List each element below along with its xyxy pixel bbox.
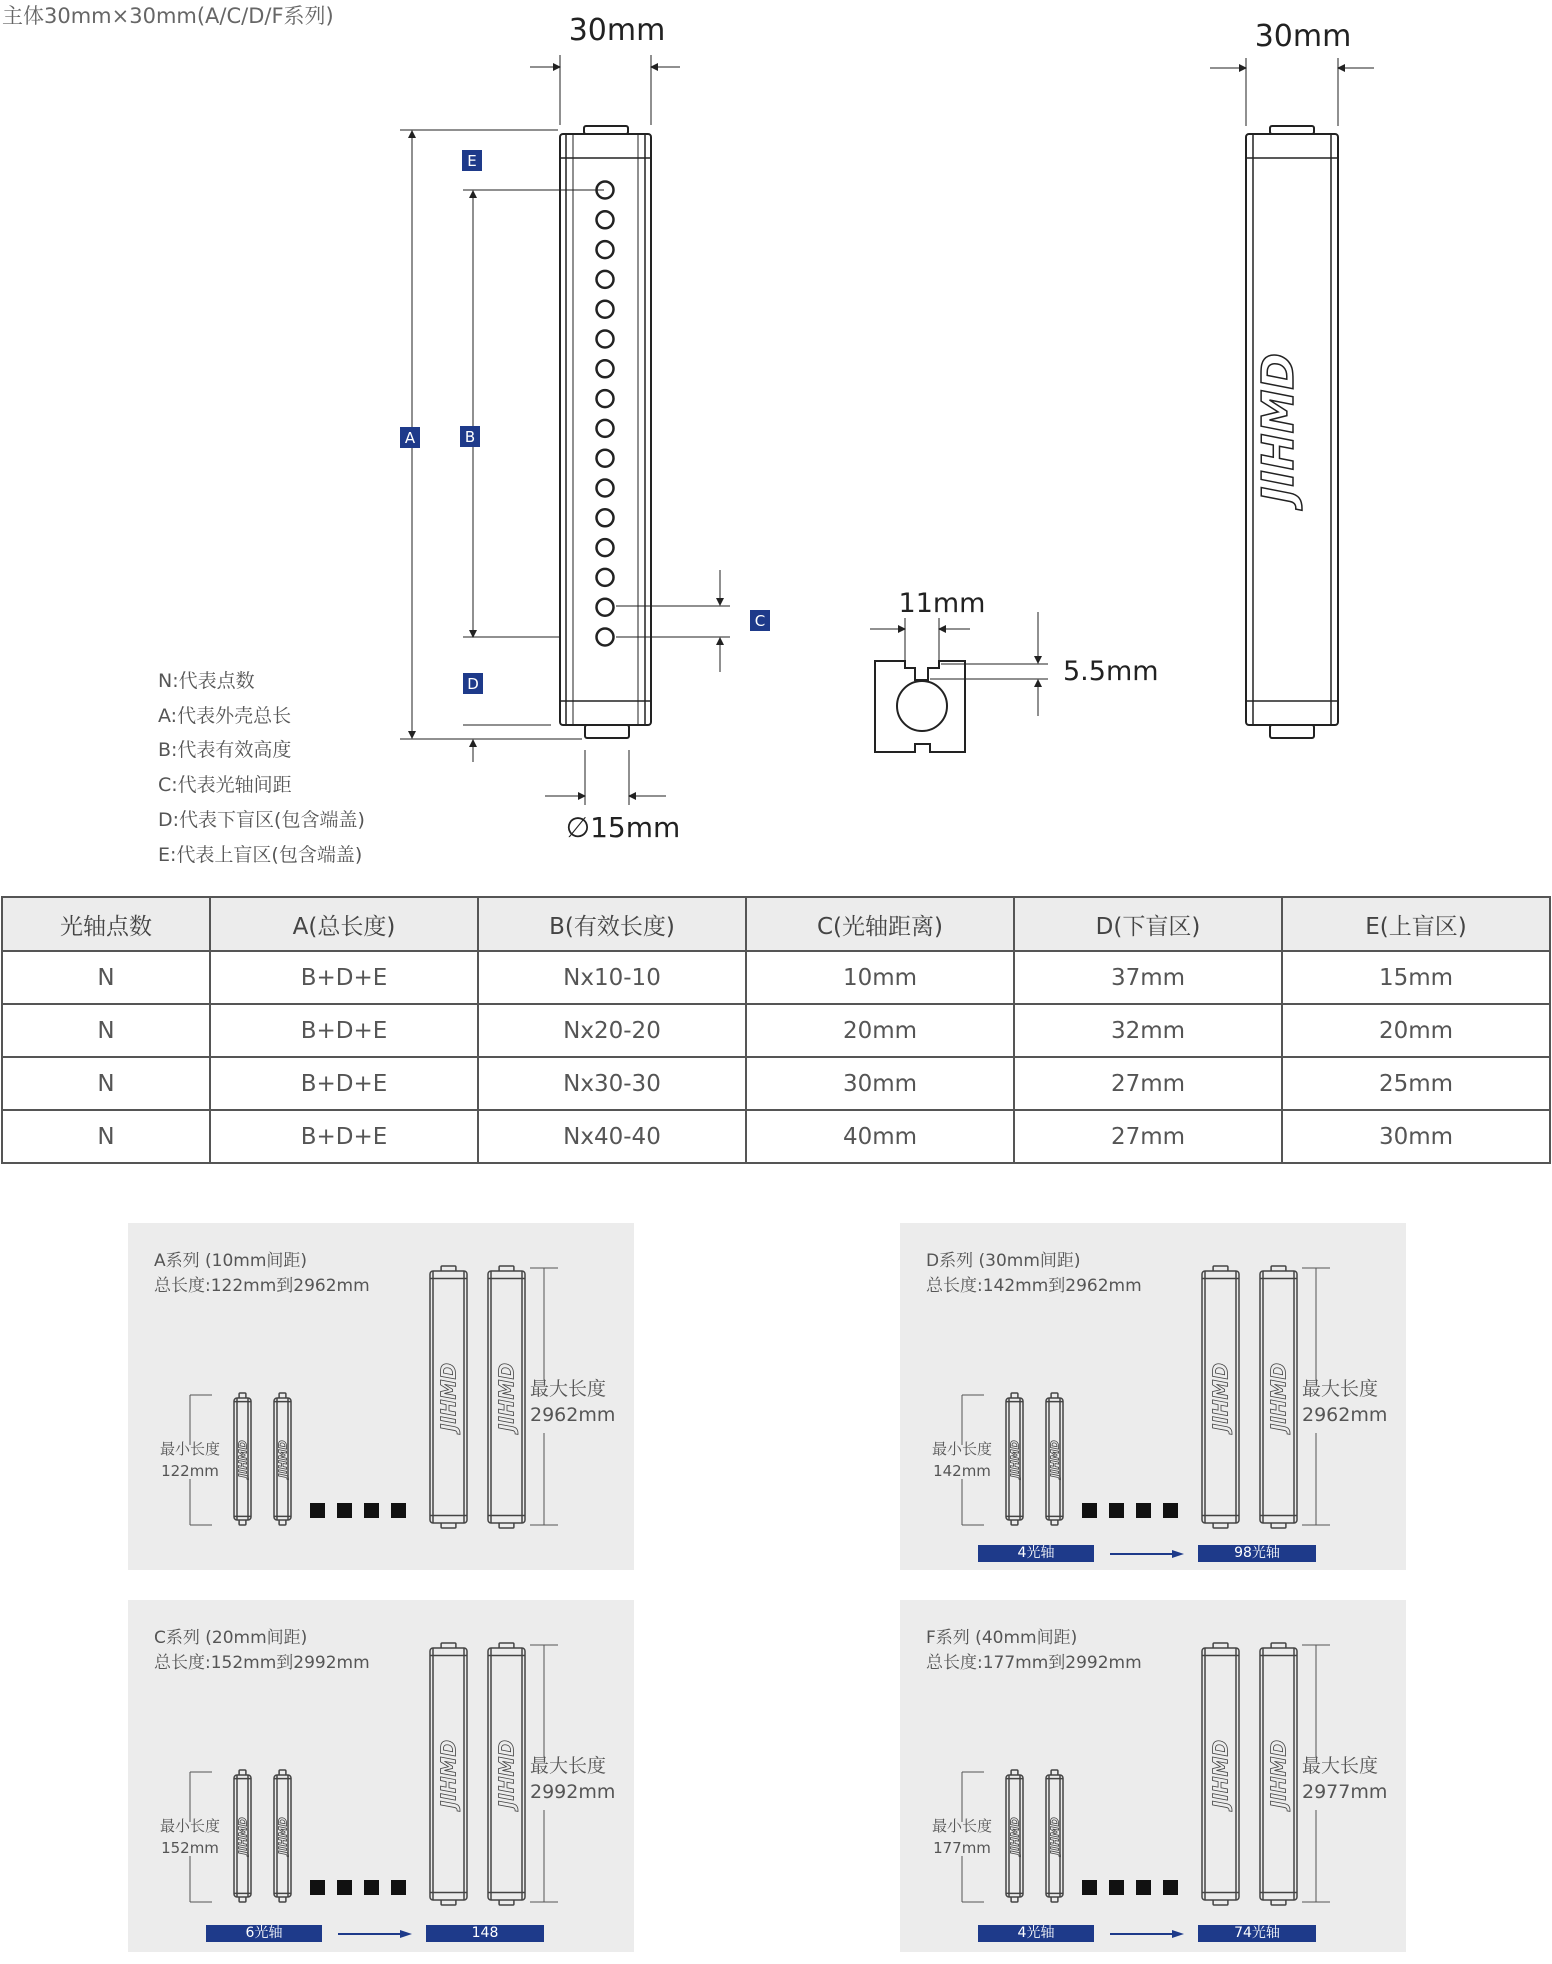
light-hole: [597, 211, 614, 228]
brand-logo: JIHMD: [1008, 1440, 1022, 1478]
cross-section: [875, 661, 965, 752]
panel-c-series: [128, 1600, 634, 1952]
light-hole: [597, 599, 614, 616]
table-row: [2, 951, 1550, 1004]
light-holes: [597, 182, 614, 646]
panel-d-series: [900, 1223, 1406, 1570]
th-b: B(有效长度): [478, 897, 746, 951]
light-hole: [597, 301, 614, 318]
table-cell: B+D+E: [210, 1110, 478, 1163]
light-hole: [597, 390, 614, 407]
brand-logo: JIHMD: [494, 1739, 519, 1809]
points-min-bar: 6光轴: [206, 1925, 322, 1942]
side-dimensions: [1210, 58, 1374, 126]
label-d: D: [467, 675, 479, 693]
table-cell: 30mm: [746, 1057, 1014, 1110]
sensor-bar: [488, 1643, 525, 1905]
legend-d: D:代表下盲区(包含端盖): [158, 808, 365, 831]
sensor-bar: [1202, 1266, 1239, 1528]
sensor-bar: [1260, 1266, 1297, 1528]
max-length-label: 最大长度 2962mm: [530, 1378, 616, 1426]
connector-diameter-label: ∅15mm: [565, 811, 681, 844]
label-c: C: [754, 612, 766, 630]
legend-c: C:代表光轴间距: [158, 774, 292, 797]
table-cell: N: [2, 951, 210, 1004]
table-cell: Nx20-20: [478, 1004, 746, 1057]
slot-width-label: 11mm: [898, 588, 986, 619]
table-cell: 20mm: [746, 1004, 1014, 1057]
brand-logo: JIHMD: [236, 1440, 250, 1478]
light-hole: [597, 360, 614, 377]
arrow-icon: [1110, 1930, 1184, 1938]
sensor-bar: [430, 1266, 467, 1528]
brand-logo: JIHMD: [1208, 1739, 1233, 1809]
label-a: A: [404, 429, 416, 447]
brand-logo: JIHMD: [276, 1440, 290, 1478]
th-a: A(总长度): [210, 897, 478, 951]
front-width-label: 30mm: [568, 13, 666, 48]
points-max-bar: 74光轴: [1198, 1925, 1316, 1942]
light-hole: [597, 420, 614, 437]
light-hole: [597, 509, 614, 526]
th-d: D(下盲区): [1014, 897, 1282, 951]
continuation-dots: [310, 1503, 418, 1522]
slot-depth-label: 5.5mm: [1063, 656, 1159, 687]
table-row: [2, 1110, 1550, 1163]
brand-logo: JIHMD: [276, 1817, 290, 1855]
brand-logo: JIHMD: [1208, 1362, 1233, 1432]
length-range: 总长度:152mm到2992mm: [154, 1653, 370, 1673]
table-cell: N: [2, 1057, 210, 1110]
arrow-icon: [338, 1930, 412, 1938]
label-badge-e: [462, 150, 482, 171]
sensor-bar: [234, 1770, 251, 1902]
sensor-bar: [1046, 1770, 1063, 1902]
series-name: C系列 (20mm间距): [154, 1628, 308, 1648]
label-badge-d: [463, 673, 483, 694]
continuation-dots: [1082, 1880, 1190, 1899]
th-e: E(上盲区): [1282, 897, 1550, 951]
table-cell: 15mm: [1282, 951, 1550, 1004]
min-length-label: 最小长度 152mm: [159, 1817, 220, 1857]
sensor-bar: [1006, 1393, 1023, 1525]
light-hole: [597, 450, 614, 467]
continuation-dots: [1082, 1503, 1190, 1522]
legend-e: E:代表上盲区(包含端盖): [158, 843, 363, 866]
continuation-dots: [310, 1880, 418, 1899]
page-title: 主体30mm×30mm(A/C/D/F系列): [2, 4, 334, 28]
table-cell: N: [2, 1004, 210, 1057]
length-range: 总长度:122mm到2962mm: [154, 1276, 370, 1296]
table-cell: 27mm: [1014, 1110, 1282, 1163]
label-e: E: [467, 152, 477, 170]
length-range: 总长度:142mm到2962mm: [926, 1276, 1142, 1296]
sensor-bar: [274, 1770, 291, 1902]
legend-n: N:代表点数: [158, 670, 255, 692]
table-header-row: [2, 897, 1550, 951]
legend-a: A:代表外壳总长: [158, 704, 292, 727]
spec-table: [1, 896, 1551, 1164]
table-cell: Nx30-30: [478, 1057, 746, 1110]
brand-logo: JIHMD: [1048, 1817, 1062, 1855]
light-hole: [597, 480, 614, 497]
min-length-label: 最小长度 122mm: [159, 1440, 220, 1480]
points-min-bar: 4光轴: [978, 1925, 1094, 1942]
legend: [158, 664, 365, 872]
table-cell: Nx10-10: [478, 951, 746, 1004]
points-max-bar: 98光轴: [1198, 1545, 1316, 1562]
arrow-icon: [1110, 1550, 1184, 1558]
light-hole: [597, 331, 614, 348]
table-cell: 27mm: [1014, 1057, 1282, 1110]
light-hole: [597, 539, 614, 556]
label-badge-a: [400, 427, 420, 448]
brand-logo: JIHMD: [1048, 1440, 1062, 1478]
brand-logo: JIHMD: [236, 1817, 250, 1855]
table-row: [2, 1057, 1550, 1110]
brand-logo: JIHMD: [436, 1739, 461, 1809]
length-range: 总长度:177mm到2992mm: [926, 1653, 1142, 1673]
table-cell: 37mm: [1014, 951, 1282, 1004]
table-row: [2, 1004, 1550, 1057]
table-cell: 20mm: [1282, 1004, 1550, 1057]
brand-logo: JIHMD: [1266, 1362, 1291, 1432]
table-cell: B+D+E: [210, 951, 478, 1004]
th-c: C(光轴距离): [746, 897, 1014, 951]
min-length-label: 最小长度 142mm: [931, 1440, 992, 1480]
table-cell: 32mm: [1014, 1004, 1282, 1057]
light-hole: [597, 241, 614, 258]
table-cell: N: [2, 1110, 210, 1163]
table-cell: B+D+E: [210, 1004, 478, 1057]
table-cell: B+D+E: [210, 1057, 478, 1110]
light-hole: [597, 569, 614, 586]
label-badge-c: [750, 610, 770, 631]
label-b: B: [464, 428, 476, 446]
table-cell: 25mm: [1282, 1057, 1550, 1110]
sensor-bar: [234, 1393, 251, 1525]
label-badge-b: [460, 426, 480, 447]
series-name: F系列 (40mm间距): [926, 1628, 1078, 1648]
series-name: D系列 (30mm间距): [926, 1251, 1081, 1271]
table-cell: 10mm: [746, 951, 1014, 1004]
sensor-bar: [488, 1266, 525, 1528]
brand-logo: JIHMD: [1253, 353, 1304, 503]
panel-a-series: [128, 1223, 634, 1570]
series-name: A系列 (10mm间距): [154, 1251, 308, 1271]
th-points: 光轴点数: [2, 897, 210, 951]
side-width-label: 30mm: [1254, 19, 1352, 54]
table-cell: 30mm: [1282, 1110, 1550, 1163]
sensor-bar: [274, 1393, 291, 1525]
sensor-bar: [1202, 1643, 1239, 1905]
table-cell: Nx40-40: [478, 1110, 746, 1163]
sensor-bar: [1260, 1643, 1297, 1905]
legend-b: B:代表有效高度: [158, 739, 292, 762]
max-length-label: 最大长度 2977mm: [1302, 1755, 1388, 1803]
sensor-bar: [430, 1643, 467, 1905]
front-dimensions: [400, 55, 730, 805]
sensor-bar: [1006, 1770, 1023, 1902]
panel-f-series: [900, 1600, 1406, 1952]
light-hole: [597, 271, 614, 288]
brand-logo: JIHMD: [1266, 1739, 1291, 1809]
points-max-bar: 148: [426, 1925, 544, 1942]
brand-logo: JIHMD: [436, 1362, 461, 1432]
points-min-bar: 4光轴: [978, 1545, 1094, 1562]
max-length-label: 最大长度 2992mm: [530, 1755, 616, 1803]
table-cell: 40mm: [746, 1110, 1014, 1163]
brand-logo: JIHMD: [494, 1362, 519, 1432]
light-hole: [597, 629, 614, 646]
sensor-bar: [1046, 1393, 1063, 1525]
brand-logo: JIHMD: [1008, 1817, 1022, 1855]
min-length-label: 最小长度 177mm: [931, 1817, 992, 1857]
max-length-label: 最大长度 2962mm: [1302, 1378, 1388, 1426]
